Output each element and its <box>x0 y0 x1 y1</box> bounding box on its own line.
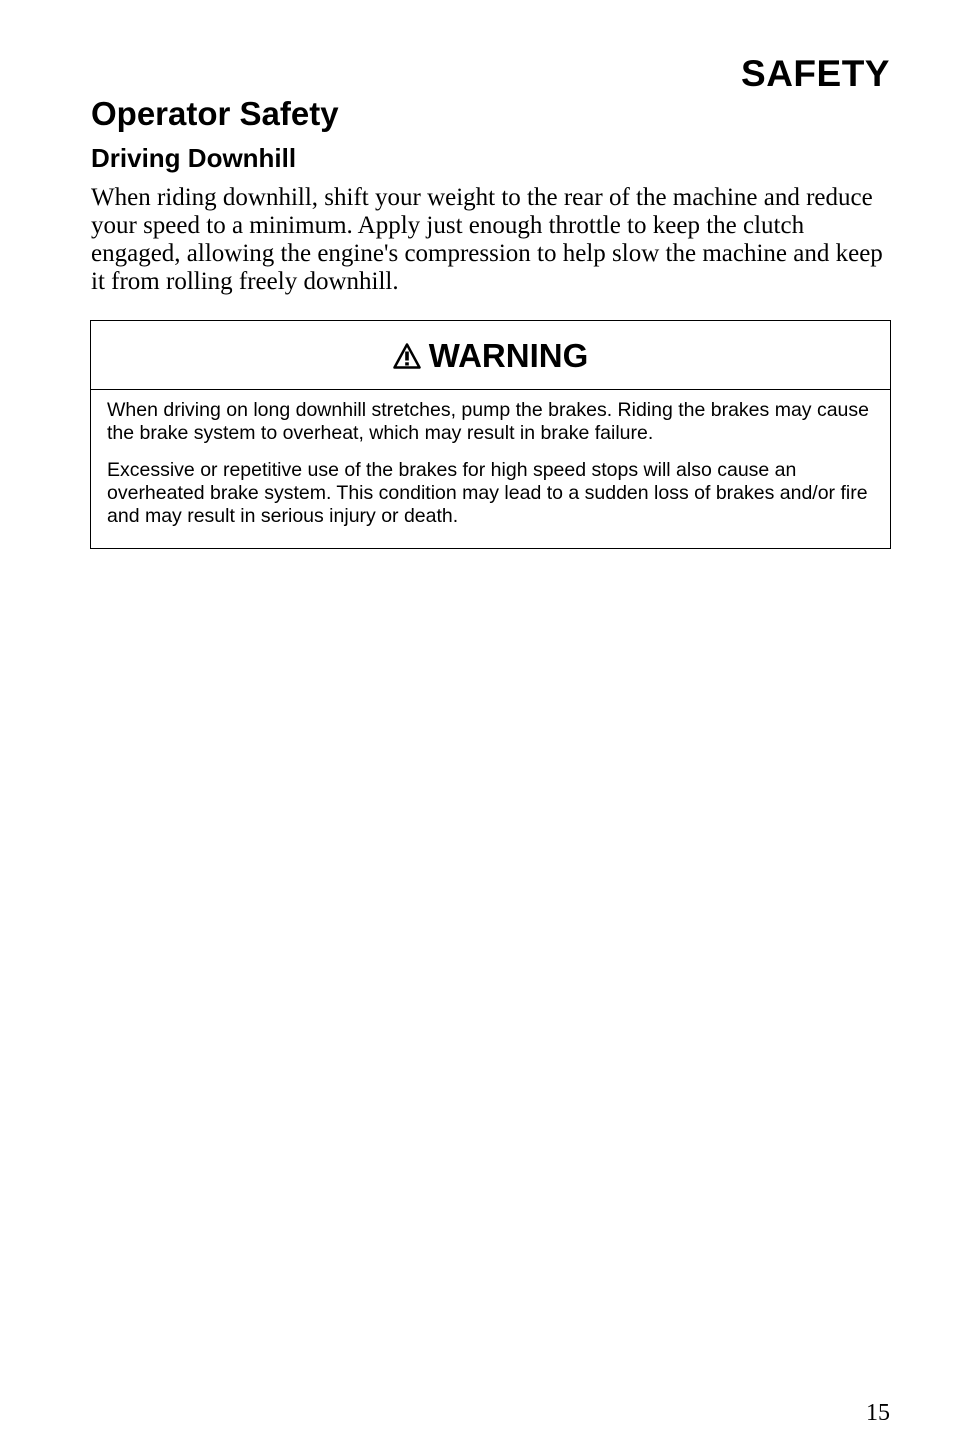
warning-title: WARNING <box>428 337 589 374</box>
warning-header <box>91 321 890 390</box>
body-paragraph: When riding downhill, shift your weight to the rear of the machine and reduce your speed to a minimum. Apply just enough throttle to keep the clutch engaged, allowing the engine's compression to help slow the machine and keep it from rolling freely downhill. <box>91 184 883 295</box>
warning-body <box>91 390 890 528</box>
page-number: 15 <box>866 1400 890 1426</box>
warning-paragraph: Excessive or repetitive use of the brakes for high speed stops will also cause an overheated brake system. This condition may lead to a sudden loss of brakes and/or fire and may result in serious injury or death. <box>107 459 868 527</box>
page-title: Operator Safety <box>91 95 339 132</box>
warning-box <box>90 320 891 549</box>
subheading: Driving Downhill <box>91 143 297 173</box>
section-header: SAFETY <box>741 53 890 94</box>
warning-title-group <box>393 336 589 376</box>
warning-triangle-icon <box>393 343 421 369</box>
warning-paragraph: When driving on long downhill stretches, pump the brakes. Riding the brakes may cause the brake system to overheat, which may result in brake failure. <box>107 399 869 444</box>
